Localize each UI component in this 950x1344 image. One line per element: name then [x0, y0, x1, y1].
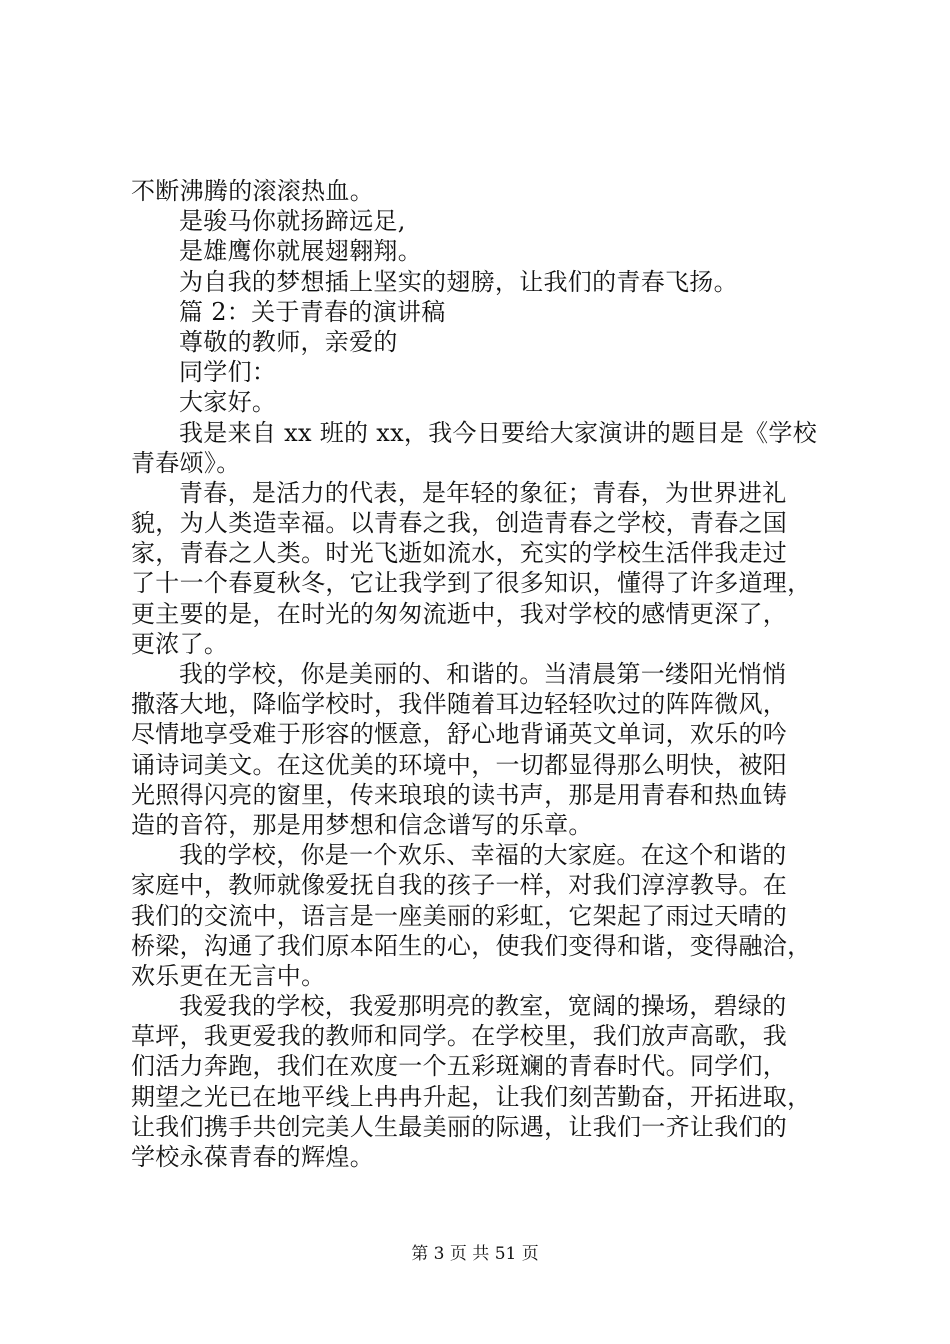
page-number-footer: 第 3 页 共 51 页 — [411, 1244, 539, 1264]
text-line: 期望之光已在地平线上冉冉升起，让我们刻苦勤奋，开拓进取， — [131, 1082, 812, 1111]
text-line: 是雄鹰你就展翅翱翔。 — [179, 237, 422, 266]
text-line: 更浓了。 — [131, 629, 229, 658]
text-line: 草坪，我更爱我的教师和同学。在学校里，我们放声高歌，我 — [131, 1022, 788, 1051]
text-line: 不断沸腾的滚滚热血。 — [131, 177, 374, 205]
text-line: 诵诗词美文。在这优美的环境中，一切都显得那么明快，被阳 — [131, 750, 788, 779]
text-line: 尊敬的教师，亲爱的 — [179, 327, 398, 356]
text-line: 家，青春之人类。时光飞逝如流水，充实的学校生活伴我走过 — [131, 539, 788, 568]
text-line: 家庭中，教师就像爱抚自我的孩子一样，对我们淳淳教导。在 — [131, 871, 788, 900]
text-line: 让我们携手共创完美人生最美丽的际遇，让我们一齐让我们的 — [131, 1112, 788, 1141]
text-line: 桥梁，沟通了我们原本陌生的心，使我们变得和谐，变得融洽， — [131, 931, 812, 960]
text-line: 欢乐更在无言中。 — [131, 961, 326, 990]
text-line: 青春，是活力的代表，是年轻的象征；青春，为世界进礼 — [179, 478, 787, 507]
text-line: 了十一个春夏秋冬，它让我学到了很多知识，懂得了许多道理， — [131, 569, 812, 598]
text-line: 造的音符，那是用梦想和信念谱写的乐章。 — [131, 810, 593, 839]
text-line: 青春颂》。 — [131, 448, 241, 477]
text-line: 同学们： — [179, 358, 277, 387]
text-line: 篇 2：关于青春的演讲稿 — [179, 297, 446, 326]
text-line: 我的学校，你是一个欢乐、幸福的大家庭。在这个和谐的 — [179, 841, 787, 870]
text-line: 为自我的梦想插上坚实的翅膀，让我们的青春飞扬。 — [179, 267, 738, 296]
text-line: 我是来自 xx 班的 xx，我今日要给大家演讲的题目是《学校 — [179, 418, 818, 447]
text-line: 我的学校，你是美丽的、和谐的。当清晨第一缕阳光悄悄 — [179, 660, 787, 688]
text-line: 更主要的是，在时光的匆匆流逝中，我对学校的感情更深了， — [131, 599, 788, 628]
text-line: 我们的交流中，语言是一座美丽的彩虹，它架起了雨过天晴的 — [131, 901, 788, 930]
text-line: 大家好。 — [179, 388, 277, 417]
document-body — [131, 176, 841, 1172]
text-line: 我爱我的学校，我爱那明亮的教室，宽阔的操场，碧绿的 — [179, 992, 787, 1021]
text-line: 是骏马你就扬蹄远足, — [179, 207, 406, 236]
text-line: 学校永葆青春的辉煌。 — [131, 1143, 374, 1171]
text-line: 尽情地享受难于形容的惬意，舒心地背诵英文单词，欢乐的吟 — [131, 720, 788, 749]
text-line: 貌，为人类造幸福。以青春之我，创造青春之学校，青春之国 — [131, 509, 788, 538]
text-line: 撒落大地，降临学校时，我伴随着耳边轻轻吹过的阵阵微风， — [131, 690, 788, 719]
text-line: 们活力奔跑，我们在欢度一个五彩斑斓的青春时代。同学们， — [131, 1052, 788, 1081]
text-line: 光照得闪亮的窗里，传来琅琅的读书声，那是用青春和热血铸 — [131, 780, 788, 809]
